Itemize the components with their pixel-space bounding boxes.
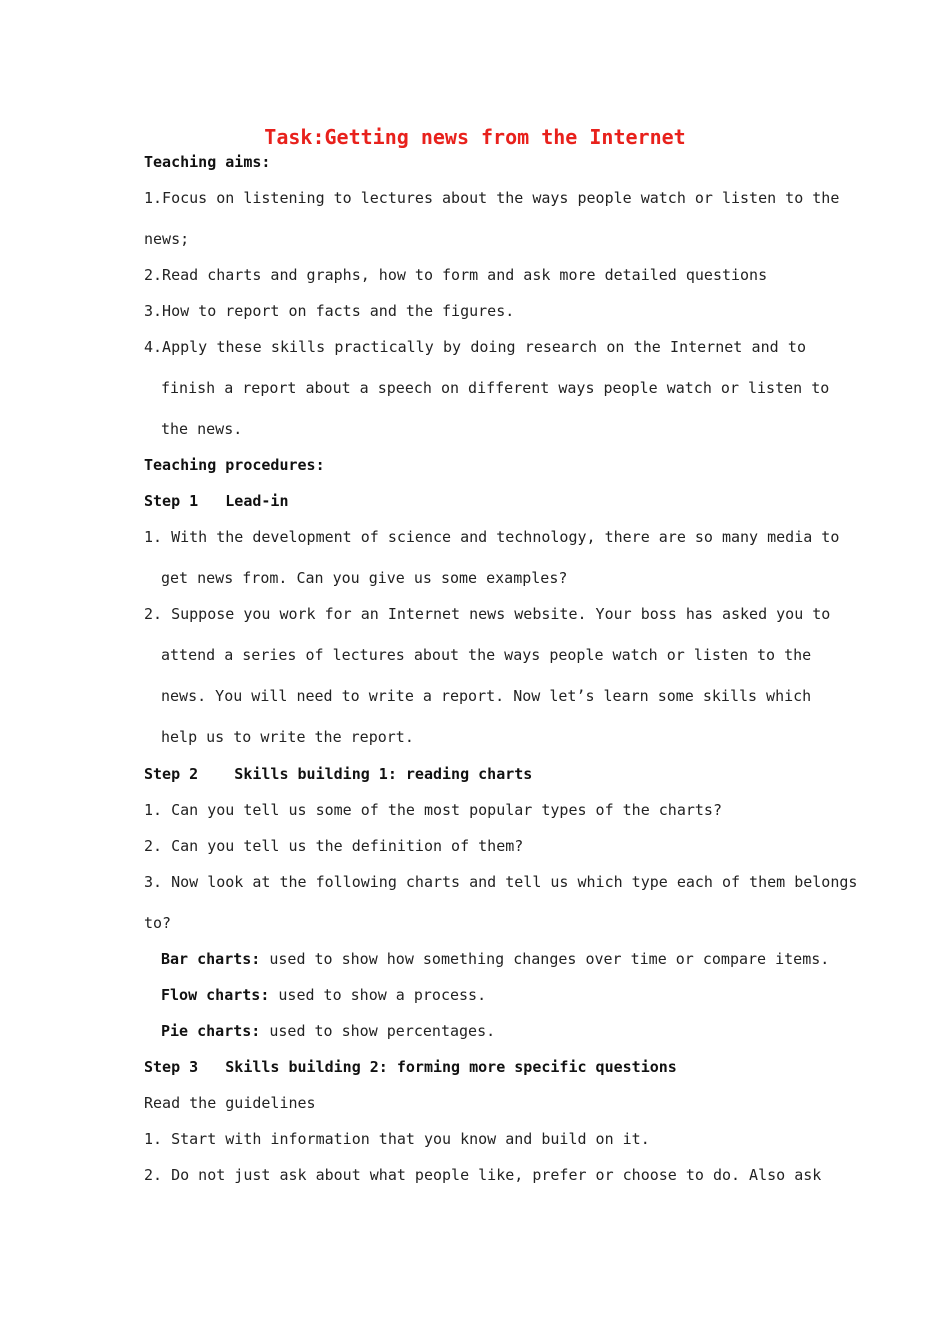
step-2-question-2: 2. Can you tell us the definition of them?	[144, 837, 524, 855]
teaching-aims-heading: Teaching aims:	[144, 153, 271, 171]
step-1-item-2-line-1: 2. Suppose you work for an Internet news website. Your boss has asked you to	[144, 605, 831, 623]
bar-charts-label: Bar charts:	[161, 950, 261, 968]
step-1-heading: Step 1 Lead-in	[144, 492, 289, 510]
flow-charts-text: used to show a process.	[269, 986, 487, 1004]
step-1-item-1-line-2: get news from. Can you give us some examples?	[161, 569, 568, 587]
pie-charts-text: used to show percentages.	[260, 1022, 496, 1040]
aim-1-line-2: news;	[144, 230, 190, 248]
aim-2: 2.Read charts and graphs, how to form and ask more detailed questions	[144, 266, 768, 284]
step-1-item-2-line-2: attend a series of lectures about the ways people watch or listen to the	[161, 646, 812, 664]
aim-4-line-3: the news.	[161, 420, 243, 438]
step-3-guideline-1: 1. Start with information that you know and build on it.	[144, 1130, 650, 1148]
step-3-intro: Read the guidelines	[144, 1094, 316, 1112]
step-1-item-2-line-3: news. You will need to write a report. Now let’s learn some skills which	[161, 687, 812, 705]
teaching-procedures-heading: Teaching procedures:	[144, 456, 325, 474]
aim-4-line-1: 4.Apply these skills practically by doing research on the Internet and to	[144, 338, 806, 356]
step-1-item-1-line-1: 1. With the development of science and technology, there are so many media to	[144, 528, 840, 546]
step-1-item-2-line-4: help us to write the report.	[161, 728, 414, 746]
pie-charts-definition	[161, 1021, 806, 1041]
bar-charts-text: used to show how something changes over time or compare items.	[260, 950, 830, 968]
pie-charts-label: Pie charts:	[161, 1022, 261, 1040]
step-2-question-3-line-1: 3. Now look at the following charts and tell us which type each of them belongs	[144, 873, 858, 891]
aim-3: 3.How to report on facts and the figures.	[144, 302, 515, 320]
step-3-heading: Step 3 Skills building 2: forming more specific questions	[144, 1058, 677, 1076]
document-title: Task:Getting news from the Internet	[264, 125, 686, 149]
step-3-guideline-2-line-1: 2. Do not just ask about what people like, prefer or choose to do. Also ask	[144, 1166, 822, 1184]
step-2-question-3-line-2: to?	[144, 914, 172, 932]
step-2-question-1: 1. Can you tell us some of the most popular types of the charts?	[144, 801, 722, 819]
aim-4-line-2: finish a report about a speech on different ways people watch or listen to	[161, 379, 830, 397]
flow-charts-definition	[161, 985, 806, 1005]
bar-charts-definition	[161, 949, 830, 969]
flow-charts-label: Flow charts:	[161, 986, 270, 1004]
step-2-heading: Step 2 Skills building 1: reading charts	[144, 765, 533, 783]
aim-1-line-1: 1.Focus on listening to lectures about the ways people watch or listen to the	[144, 189, 840, 207]
